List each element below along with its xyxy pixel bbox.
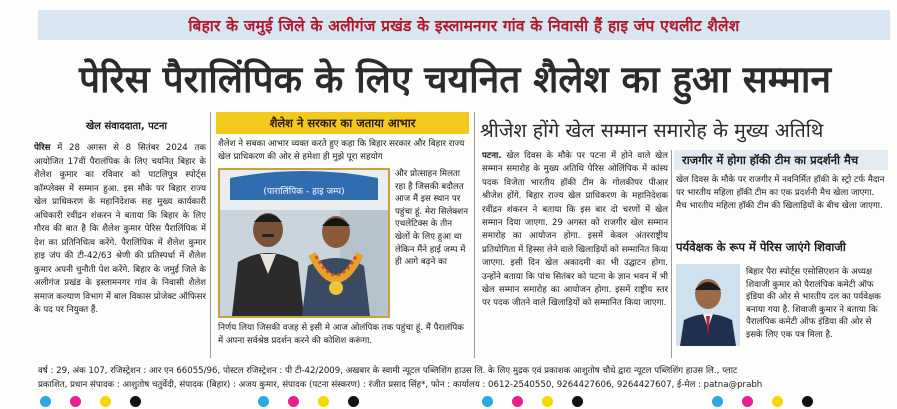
black-registration-dot (130, 396, 141, 407)
column-divider (210, 112, 211, 358)
dateline: पटना. (482, 151, 502, 161)
sidebar-text-hockey: खेल दिवस के मौके पर राजगीर में नवनिर्मित हॉकी के स्ट्रो टर्फ मैदान पर भारतीय महिला हॉकी टीम का एक प्रदर्शनी मैच खेला जाएगा. मैच भारतीय महिला हॉकी टीम की खिलाड़ियों के बीच खेला जाएगा. (676, 175, 885, 211)
felicitation-photo-art (220, 170, 388, 316)
secondary-headline: श्रीजेश होंगे खेल सम्मान समारोह के मुख्य अतिथि (480, 119, 824, 142)
print-line-2: प्रकाशित, प्रधान संपादक : आशुतोष चतुर्वेदी, संपादक (बिहार) : अजय कुमार, संपादक (पटना संस्करण) : रंजीत प्रसाद सिंह*, फोन : कार्यालय : 0612-2540550, 9264427606, 9264427607, ई-मेल : patna@prabh (38, 380, 763, 390)
quote-text-bottom: निर्णय लिया जिसकी वजह से इसी मे आज ओलंपिक तक पहुंचा हूं. मैं पैरालंपिक में अपना सर्वश्रेष्ठ प्रदर्शन करने की कोशिश करूंगा. (218, 323, 464, 346)
magenta-registration-dot (70, 396, 81, 407)
subhead-text: शैलेश ने सरकार का जताया आभार (269, 115, 416, 130)
dateline: पेरिस (34, 143, 51, 153)
yellow-registration-dot (542, 396, 553, 407)
magenta-registration-dot (512, 396, 523, 407)
column-divider (671, 150, 672, 358)
cyan-registration-dot (482, 396, 493, 407)
subhead-strip (216, 112, 469, 134)
felicitation-photo (218, 168, 390, 318)
lead-article-body (34, 142, 206, 358)
print-line-1: वर्ष : 29, अंक 107, रजिस्ट्रेशन : आर एन 66055/96, पोस्टल रजिस्ट्रेशन : पी टी-42/2009, अखबार के स्वामी न्यूटल पब्लिशिंग हाउस लि. के लिए मुद्रक एवं प्रकाशक आशुतोष चौधे द्वारा न्यूटल पब्लिशिंग हाउस लि., प्लाट (38, 366, 738, 376)
kicker-banner (38, 10, 890, 40)
byline: खेल संवाददाता, पटना (86, 121, 167, 132)
registration-marks (0, 394, 897, 409)
portrait-art (676, 264, 740, 346)
yellow-registration-dot (318, 396, 329, 407)
print-line (38, 364, 890, 392)
secondary-article-text: खेल दिवस के मौके पर पटना में होने वाले खेल सम्मान समारोह के मुख्य अतिथि पेरिस ओलिंपिक में कांस्य पदक विजेता भारतीय हॉकी टीम के गोलकीपर पीआर श्रीजेश होंगे. बिहार राज्य खेल प्राधिकरण के महानिदेशक रवींद्रन शंकरन ने बताया कि इस बार दो चरणों में खेल सम्मान दिया जाएगा. 29 अगस्त को राजगीर खेल सम्मान समारोह का आयोजन होगा. इसमें केवल अंतरराष्ट्रीय प्रतियोगिता में हिस्सा लेने वाले खिलाड़ियों को सम्मानित किया जाएगा. इसी दिन खेल अकादमी का भी उद्घाटन होगा. उन्होंने बताया कि पांच सितंबर को पटना के ज्ञान भवन में भी खेल सम्मान समारोह का आयोजन होगा. इसमें राष्ट्रीय स्तर पर पदक जीतने वाले खिलाड़ियों को सम्मानित किया जाएगा. (482, 151, 668, 309)
lead-article-text: में 28 अगस्त से 8 सितंबर 2024 तक आयोजित 17वीं पैरालंपिक के लिए चयनित बिहार के शैलेश कुमार का रविवार को पाटलिपुत्र स्पोर्ट्स कॉम्प्लेक्स में सम्मान हुआ. इस मौके पर बिहार राज्य खेल प्राधिकरण के महानिदेशक सह मुख्य कार्यकारी अधिकारी रवींद्रन शंकरन ने बताया कि बिहार के लिए गौरव की बात है कि शैलेश कुमार पेरिस पैरालिंपिक में देश का प्रतिनिधित्व करेंगे. पैरालिंपिक में शैलेश कुमार हाइ जंप की टी-42/63 श्रेणी की प्रतिस्पर्धा में शैलेश कुमार अपनी चुनौती पेश करेंगे. बिहार के जमुई जिले के अलीगंज प्रखंड के इस्लामनगर गांव के निवासी शैलेश समाज कल्याण विभाग में बाल विकास प्रोजेक्ट ऑफिसर के पद पर नियुक्त हैं. (34, 143, 206, 315)
sidebar-headline-hockey: राजगीर में होगा हॉकी टीम का प्रदर्शनी मैच (674, 150, 888, 170)
black-registration-dot (802, 396, 813, 407)
yellow-registration-dot (772, 396, 783, 407)
column-divider (474, 112, 475, 358)
kicker-text: बिहार के जमुई जिले के अलीगंज प्रखंड के इस्लामनगर गांव के निवासी हैं हाइ जंप एथलीट शैलेश (188, 17, 740, 35)
sidebar-text-observer: बिहार पैरा स्पोर्ट्स एसोसिएशन के अध्यक्ष शिवाजी कुमार को पैरालंपिक कमेटी ऑफ इंडिया की ओर से भारतीय दल का पर्यवेक्षक बनाया गया है. शिवाजी कुमार ने बताया कि पैरालंपिक कमेटी ऑफ इंडिया की ओर से इसके लिए एक पत्र मिला है. (746, 267, 881, 340)
secondary-article-body (482, 150, 668, 360)
cyan-registration-dot (40, 396, 51, 407)
black-registration-dot (572, 396, 583, 407)
cyan-registration-dot (258, 396, 269, 407)
main-headline: पेरिस पैरालिंपिक के लिए चयनित शैलेश का हुआ सम्मान (78, 57, 832, 101)
quote-text-side: और प्रोत्साहन मिलता रहा है जिसकी बदौलत आज मैं इस स्थान पर पहुंचा हूं. मेरा सिलेक्शन एथलेटिक्स के तीन खेलों के लिए हुआ था लेकिन मैंने हाई जम्प में ही आगे बढ़ने का (395, 169, 468, 268)
quote-text-top: शैलेश ने सबका आभार व्यक्त करते हुए कहा कि बिहार सरकार और बिहार राज्य खेल प्राधिकरण की ओर से हमेशा ही मुझे पूरा सहयोग (218, 139, 465, 162)
shivaji-portrait (676, 264, 740, 346)
black-registration-dot (348, 396, 359, 407)
magenta-registration-dot (742, 396, 753, 407)
photo-banner-text: (पारालिंपिक - हाइ जम्प) (263, 187, 345, 197)
sidebar-headline-observer: पर्यवेक्षक के रूप में पेरिस जाएंगे शिवाजी (676, 240, 846, 254)
yellow-registration-dot (100, 396, 111, 407)
cyan-registration-dot (712, 396, 723, 407)
magenta-registration-dot (288, 396, 299, 407)
